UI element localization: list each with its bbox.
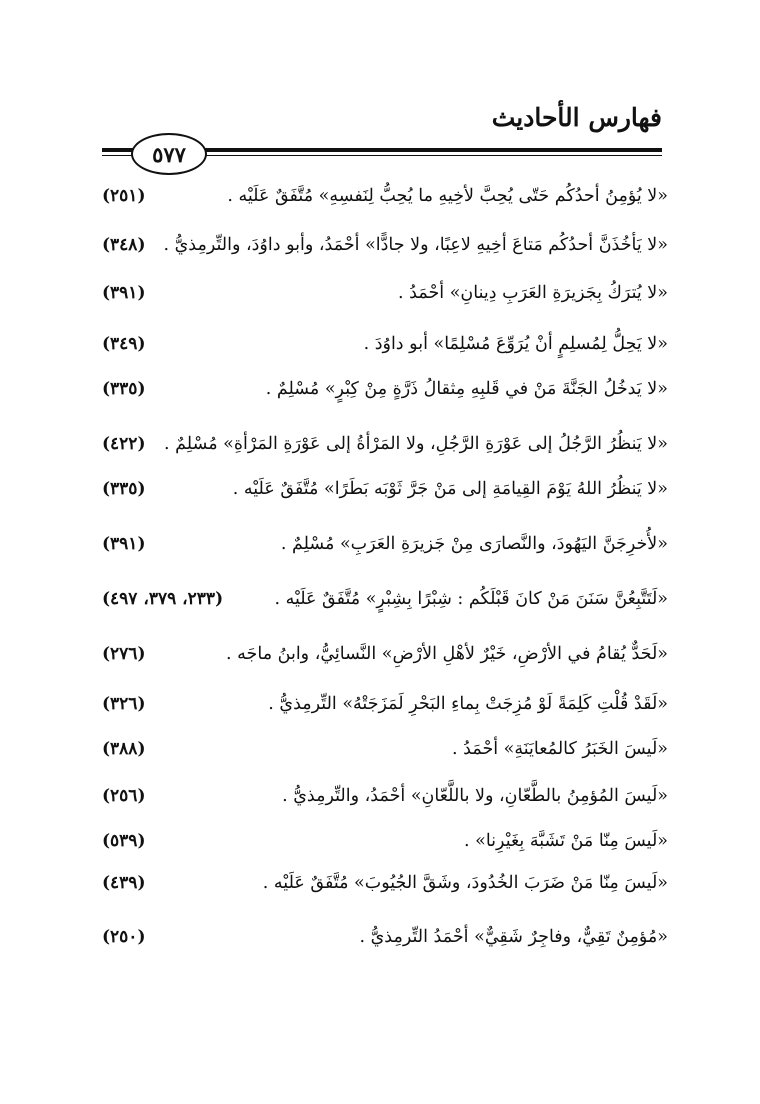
hadith-text: «مُؤمِنٌ تَقِيٌّ، وفاجِرٌ شَقِيٌّ» أحْمَدُ التِّرمِذيُّ . <box>359 927 668 947</box>
page-number: ٥٧٧ <box>152 141 186 167</box>
hadith-text: «لا يَنظُرُ الرَّجُلُ إلى عَوْرَةِ الرَّجُلِ، ولا المَرْأةُ إلى عَوْرَةِ المَرْأةِ» مُسْلِمٌ . <box>164 434 668 454</box>
hadith-reference: (٢٧٦) <box>102 644 146 664</box>
hadith-reference: (٥٣٩) <box>102 831 146 851</box>
hadith-reference: (٤٢٢) <box>102 434 146 454</box>
hadith-text: «لا يَنظُرُ اللهُ يَوْمَ القِيامَةِ إلى مَنْ جَرَّ ثَوْبَه بَطَرًا» مُتَّفَقٌ عَلَيْه . <box>232 479 668 499</box>
hadith-text: «لا يُؤمِنُ أحدُكُم حَتّى يُحِبَّ لأخِيهِ ما يُحِبُّ لِنَفسِهِ» مُتَّفَقٌ عَلَيْه . <box>227 186 668 206</box>
hadith-reference: (٣٣٥) <box>102 379 146 399</box>
page-header-title: فهارس الأحاديث <box>491 103 662 132</box>
hadith-reference: (٤٣٩) <box>102 873 146 893</box>
hadith-text: «لَحَدٌّ يُقامُ في الأرْضِ، خَيْرٌ لأهْلِ الأرْضِ» النَّسائِيُّ، وابنُ ماجَه . <box>226 644 668 664</box>
hadith-text: «لا يُترَكُ بِجَزيرَةِ العَرَبِ دِينانِ» أحْمَدُ . <box>398 283 668 303</box>
hadith-text: «لا يَأخُذَنَّ أحدُكُم مَتاعَ أخِيهِ لاعِبًا، ولا جادًّا» أحْمَدُ، وأبو داوُدَ، والتِّرمِذيُّ . <box>163 235 668 255</box>
hadith-reference: (٣٩١) <box>102 534 146 554</box>
hadith-text: «لَيسَ مِنّا مَنْ تَشَبَّهَ بِغَيْرِنا» . <box>464 831 668 851</box>
hadith-text: «لا يَدخُلُ الجَنَّةَ مَنْ في قَلبِهِ مِثقالُ ذَرَّةٍ مِنْ كِبْرٍ» مُسْلِمٌ . <box>265 379 668 399</box>
hadith-entry <box>102 867 668 903</box>
hadith-text: «لَتَتَّبِعُنَّ سَنَنَ مَنْ كانَ قَبْلَكُم : شِبْرًا بِشِبْرٍ» مُتَّفَقٌ عَلَيْه . <box>274 589 668 609</box>
hadith-reference: (٣٨٨) <box>102 739 146 759</box>
hadith-entry <box>102 428 668 464</box>
hadith-text: «لَيسَ الخَبَرُ كالمُعايَنَةِ» أحْمَدُ . <box>452 739 668 759</box>
hadith-entry <box>102 373 668 409</box>
hadith-entry <box>102 583 668 619</box>
hadith-entry <box>102 180 668 216</box>
hadith-reference: (٣٢٦) <box>102 694 146 714</box>
hadith-entry <box>102 921 668 957</box>
hadith-entry <box>102 328 668 364</box>
hadith-reference: (٣٣٥) <box>102 479 146 499</box>
hadith-reference: (٢٣٣، ٣٧٩، ٤٩٧) <box>102 589 224 609</box>
hadith-text: «لَيسَ مِنّا مَنْ ضَرَبَ الخُدُودَ، وشَقَّ الجُيُوبَ» مُتَّفَقٌ عَلَيْه . <box>262 873 668 893</box>
hadith-entry <box>102 229 668 265</box>
hadith-entry <box>102 733 668 769</box>
hadith-reference: (٣٤٨) <box>102 235 146 255</box>
hadith-entry <box>102 473 668 509</box>
hadith-entry <box>102 528 668 564</box>
hadith-entry <box>102 277 668 313</box>
hadith-reference: (٢٥٠) <box>102 927 146 947</box>
hadith-text: «لَقَدْ قُلْتِ كَلِمَةً لَوْ مُزِجَتْ بِماءِ البَحْرِ لَمَزَجَتْهُ» التِّرمِذيُّ . <box>268 694 668 714</box>
hadith-text: «لا يَحِلُّ لِمُسلِمٍ أنْ يُرَوِّعَ مُسْلِمًا» أبو داوُدَ . <box>363 334 668 354</box>
hadith-reference: (٣٩١) <box>102 283 146 303</box>
hadith-text: «لَيسَ المُؤمِنُ بالطَّعّانِ، ولا باللَّعّانِ» أحْمَدُ، والتِّرمِذيُّ . <box>282 786 668 806</box>
hadith-reference: (٣٤٩) <box>102 334 146 354</box>
hadith-reference: (٢٥٦) <box>102 786 146 806</box>
hadith-entry <box>102 638 668 674</box>
hadith-entry <box>102 780 668 816</box>
hadith-entry <box>102 688 668 724</box>
page-number-badge <box>131 133 207 175</box>
hadith-text: «لأُخرِجَنَّ اليَهُودَ، والنَّصارَى مِنْ جَزيرَةِ العَرَبِ» مُسْلِمٌ . <box>280 534 668 554</box>
hadith-entry <box>102 825 668 861</box>
hadith-reference: (٢٥١) <box>102 186 146 206</box>
